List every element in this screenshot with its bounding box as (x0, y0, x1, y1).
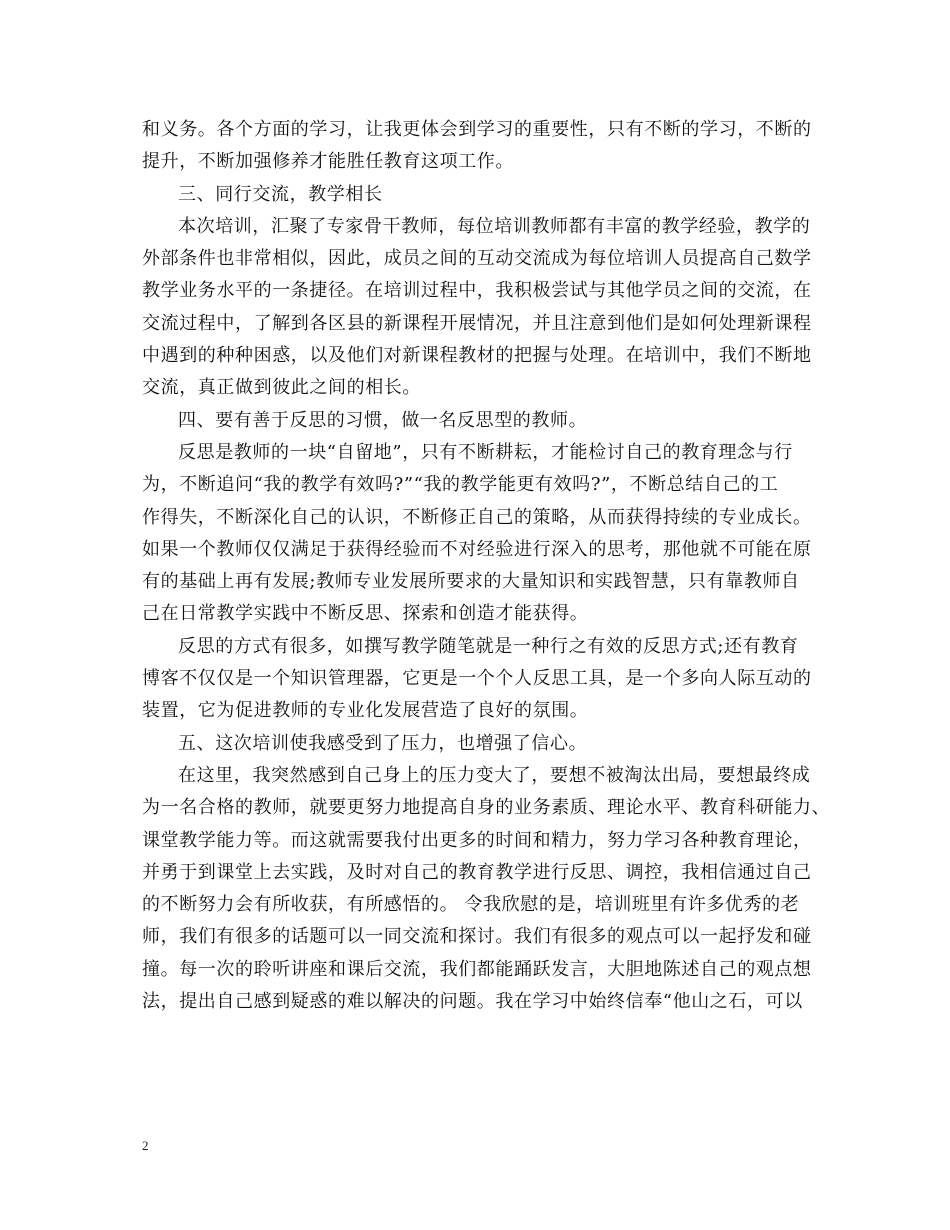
text-line: 和义务。各个方面的学习，让我更体会到学习的重要性，只有不断的学习，不断的 (142, 119, 812, 140)
text-line: 有的基础上再有发展;教师专业发展所要求的大量知识和实践智慧，只有靠教师自 (142, 571, 800, 593)
text-line: 五、这次培训使我感受到了压力，也增强了信心。 (178, 732, 588, 754)
text-line: 在这里，我突然感到自己身上的压力变大了，要想不被淘汰出局，要想最终成 (178, 764, 811, 786)
text-line: 撞。每一次的聆听讲座和课后交流，我们都能踊跃发言，大胆地陈述自己的观点想 (142, 958, 812, 980)
text-line: 为，不断追问“我的教学有效吗?”“我的教学能更有效吗?”，不断总结自己的工 (142, 474, 779, 496)
text-line: 四、要有善于反思的习惯，做一名反思型的教师。 (178, 409, 588, 431)
text-line: 教学业务水平的一条捷径。在培训过程中，我积极尝试与其他学员之间的交流，在 (142, 280, 812, 302)
text-line: 法，提出自己感到疑惑的难以解决的问题。我在学习中始终信奉“他山之石，可以 (142, 991, 803, 1013)
text-line: 提升，不断加强修养才能胜任教育这项工作。 (142, 151, 514, 173)
text-line: 为一名合格的教师，就要更努力地提高自身的业务素质、理论水平、教育科研能力、 (142, 797, 831, 819)
text-line: 外部条件也非常相似，因此，成员之间的互动交流成为每位培训人员提高自己数学 (142, 248, 812, 270)
text-line: 反思是教师的一块“自留地”，只有不断耕耘，才能检讨自己的教育理念与行 (178, 441, 793, 463)
text-line: 装置，它为促进教师的专业化发展营造了良好的氛围。 (142, 700, 589, 722)
text-line: 如果一个教师仅仅满足于获得经验而不对经验进行深入的思考，那他就不可能在原 (142, 538, 812, 560)
text-line: 课堂教学能力等。而这就需要我付出更多的时间和精力，努力学习各种教育理论， (142, 829, 812, 851)
text-line: 交流过程中，了解到各区县的新课程开展情况，并且注意到他们是如何处理新课程 (142, 312, 812, 334)
text-line: 作得失，不断深化自己的认识，不断修正自己的策略，从而获得持续的专业成长。 (142, 506, 812, 528)
text-line: 本次培训，汇聚了专家骨干教师，每位培训教师都有丰富的教学经验，教学的 (178, 215, 811, 237)
text-line: 己在日常教学实践中不断反思、探索和创造才能获得。 (142, 603, 589, 625)
text-line: 师，我们有很多的话题可以一同交流和探讨。我们有很多的观点可以一起抒发和碰 (142, 926, 812, 948)
text-line: 的不断努力会有所收获，有所感悟的。 令我欣慰的是，培训班里有许多优秀的老 (142, 894, 800, 916)
text-line: 三、同行交流，教学相长 (178, 183, 383, 205)
text-line: 并勇于到课堂上去实践，及时对自己的教育教学进行反思、调控，我相信通过自己 (142, 861, 812, 883)
text-line: 中遇到的种种困惑，以及他们对新课程教材的把握与处理。在培训中，我们不断地 (142, 345, 812, 367)
page-number: 2 (142, 1138, 149, 1153)
text-line: 博客不仅仅是一个知识管理器，它更是一个个人反思工具，是一个多向人际互动的 (142, 668, 812, 690)
body-text (142, 114, 832, 1018)
text-line: 反思的方式有很多，如撰写教学随笔就是一种行之有效的反思方式;还有教育 (178, 635, 799, 657)
text-line: 交流，真正做到彼此之间的相长。 (142, 377, 421, 399)
